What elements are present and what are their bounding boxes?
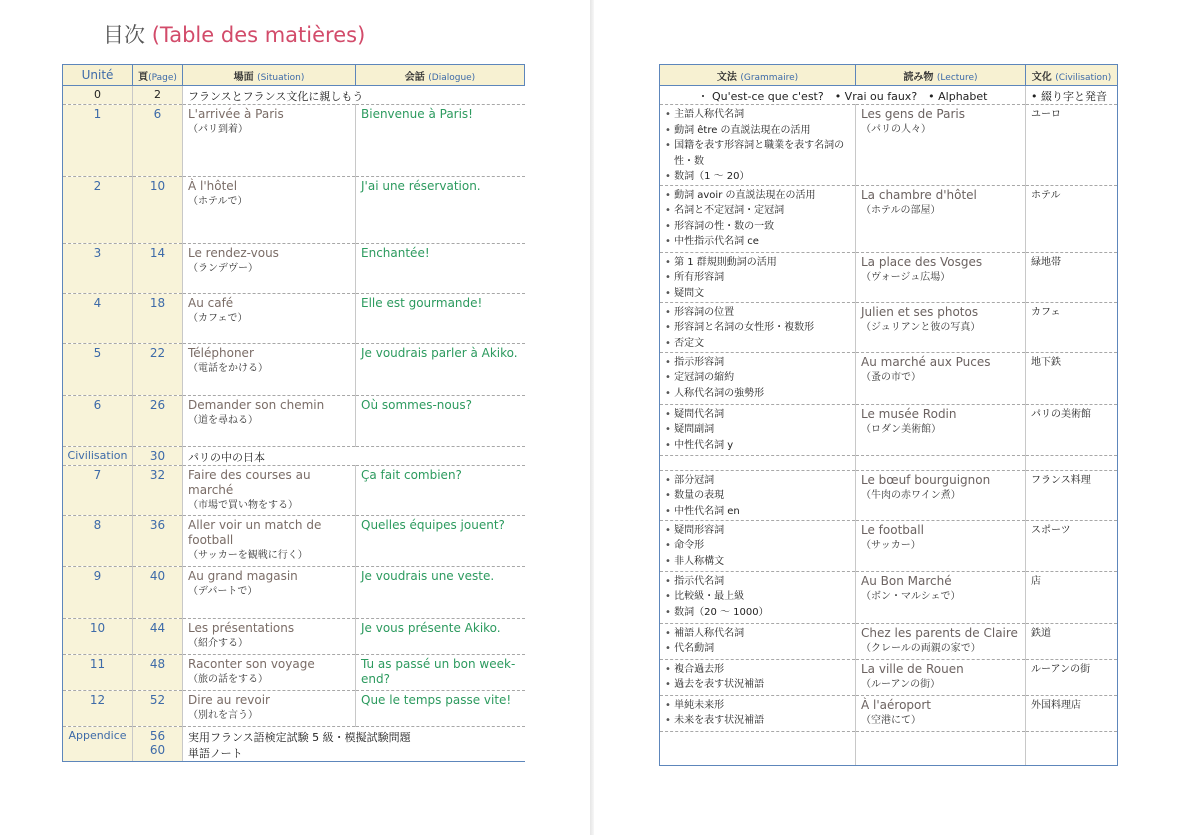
- grammar-item: • 複合過去形: [665, 662, 850, 678]
- lecture-cell: [856, 695, 1026, 731]
- civilisation-cell: ルーアンの街: [1026, 659, 1118, 695]
- lecture-ja: （ジュリアンと彼の写真）: [861, 321, 981, 333]
- situation-ja: （旅の話をする）: [188, 674, 268, 685]
- unit-cell: 6: [63, 396, 133, 447]
- dialogue-cell: J'ai une réservation.: [356, 177, 525, 244]
- situation-cell: [183, 466, 356, 516]
- grammar-cell: [660, 520, 856, 571]
- situation-cell: [183, 567, 356, 619]
- grammar-item: • 名詞と不定冠詞・定冠詞: [665, 203, 850, 219]
- header-page: 頁(Page): [133, 65, 183, 86]
- page-cell: 22: [133, 344, 183, 396]
- right-row-unit-6: [660, 404, 1118, 455]
- page-cell: 6: [133, 105, 183, 177]
- grammar-item: • 未来を表す状況補語: [665, 713, 850, 729]
- grammar-item: • 代名動詞: [665, 641, 850, 657]
- grammar-cell: [660, 623, 856, 659]
- appendice-text-1: 実用フランス語検定試験 5 級・模擬試験問題: [188, 731, 411, 744]
- situation-fr: Raconter son voyage: [188, 657, 315, 671]
- civilisation-cell: 鉄道: [1026, 623, 1118, 659]
- grammar-cell: [660, 470, 856, 520]
- civilisation-cell: ユーロ: [1026, 105, 1118, 186]
- lecture-ja: （牛肉の赤ワイン煮）: [861, 489, 961, 501]
- grammar-item: • 数詞（1 ～ 20）: [665, 169, 850, 185]
- right-row-unit-4: [660, 302, 1118, 352]
- situation-fr: Dire au revoir: [188, 693, 270, 707]
- situation-ja: （市場で買い物をする）: [188, 500, 298, 511]
- grammar-item: • 所有形容詞: [665, 270, 850, 286]
- situation-fr: Le rendez-vous: [188, 246, 279, 260]
- dialogue-cell: Je vous présente Akiko.: [356, 619, 525, 655]
- situation-cell: [183, 619, 356, 655]
- right-row-end: [660, 731, 1118, 765]
- grammar-item: • 数詞（20 ～ 1000）: [665, 605, 850, 621]
- lecture-cell: [856, 520, 1026, 571]
- blank-cell: [856, 455, 1026, 470]
- grammar-item: • 主語人称代名詞: [665, 107, 850, 123]
- lecture-fr: Au marché aux Puces: [861, 354, 991, 369]
- right-row-unit-8: [660, 520, 1118, 571]
- grammar-item: • 人称代名詞の強勢形: [665, 386, 850, 402]
- unit-cell: 3: [63, 244, 133, 294]
- page-60: 60: [149, 743, 166, 757]
- civilisation-cell: フランス料理: [1026, 470, 1118, 520]
- situation-cell: [183, 294, 356, 344]
- unit-cell: 8: [63, 516, 133, 567]
- grammar-item: • 第 1 群規則動詞の活用: [665, 255, 850, 271]
- situation-ja: （紹介する）: [188, 638, 248, 649]
- situation-cell: [183, 244, 356, 294]
- situation-ja: （別れを言う）: [188, 710, 258, 721]
- grammar-item: • 疑問文: [665, 286, 850, 302]
- lecture-cell: [856, 659, 1026, 695]
- left-row-unit-12: [63, 691, 525, 727]
- situation-cell: [183, 105, 356, 177]
- intro-grammar: ・ Qu'est-ce que c'est? • Vrai ou faux? • Alphabet: [660, 86, 1026, 105]
- situation-fr: Au grand magasin: [188, 569, 298, 583]
- situation-fr: Téléphoner: [188, 346, 254, 360]
- dialogue-cell: Je voudrais une veste.: [356, 567, 525, 619]
- grammar-item: • 中性指示代名詞 ce: [665, 234, 850, 250]
- civilisation-cell: 地下鉄: [1026, 352, 1118, 404]
- civilisation-cell: スポーツ: [1026, 520, 1118, 571]
- right-row-unit-11: [660, 659, 1118, 695]
- civilisation-cell: カフェ: [1026, 302, 1118, 352]
- header-situation: 場面 (Situation): [183, 65, 356, 86]
- grammar-item: • 否定文: [665, 336, 850, 352]
- left-contents-table: [62, 64, 525, 762]
- lecture-ja: （ロダン美術館）: [861, 423, 942, 435]
- lecture-fr: La chambre d'hôtel: [861, 187, 977, 202]
- header-grammar: 文法 (Grammaire): [660, 65, 856, 86]
- grammar-cell: [660, 695, 856, 731]
- situation-ja: （道を尋ねる）: [188, 415, 258, 426]
- grammar-cell: [660, 185, 856, 252]
- dialogue-cell: Que le temps passe vite!: [356, 691, 525, 727]
- unit-cell: 11: [63, 655, 133, 691]
- situation-cell: [183, 177, 356, 244]
- unit-cell: 5: [63, 344, 133, 396]
- right-row-blank: [660, 455, 1118, 470]
- title-ja: 目次: [103, 23, 145, 47]
- left-row-unit-9: [63, 567, 525, 619]
- unit-cell: 0: [63, 86, 133, 105]
- lecture-ja: （ヴォージュ広場）: [861, 271, 951, 283]
- right-row-unit-9: [660, 571, 1118, 623]
- lecture-cell: [856, 352, 1026, 404]
- grammar-item: • 命令形: [665, 538, 850, 554]
- left-row-unit-3: [63, 244, 525, 294]
- page-cell: 52: [133, 691, 183, 727]
- right-header-row: [660, 65, 1118, 86]
- left-page: [0, 0, 590, 835]
- grammar-item: • 疑問形容詞: [665, 523, 850, 539]
- left-row-unit-4: [63, 294, 525, 344]
- situation-fr: À l'hôtel: [188, 179, 238, 193]
- civilisation-cell: ホテル: [1026, 185, 1118, 252]
- situation-ja: （ホテルで）: [188, 196, 248, 207]
- right-row-unit-3: [660, 252, 1118, 302]
- dialogue-cell: Bienvenue à Paris!: [356, 105, 525, 177]
- page-cell: 18: [133, 294, 183, 344]
- lecture-cell: [856, 252, 1026, 302]
- page-cell: 10: [133, 177, 183, 244]
- header-civilisation: 文化 (Civilisation): [1026, 65, 1118, 86]
- page-cell: 40: [133, 567, 183, 619]
- left-header-row: [63, 65, 525, 86]
- right-row-unit-5: [660, 352, 1118, 404]
- grammar-cell: [660, 571, 856, 623]
- lecture-ja: （蚤の市で）: [861, 371, 921, 383]
- situation-fr: Faire des courses au marché: [188, 468, 311, 497]
- header-unite: Unité: [63, 65, 133, 86]
- unit-cell: 12: [63, 691, 133, 727]
- situation-cell: [183, 344, 356, 396]
- lecture-fr: À l'aéroport: [861, 697, 932, 712]
- right-page: [594, 0, 1181, 835]
- situation-fr: Les présentations: [188, 621, 295, 635]
- right-row-intro: [660, 86, 1118, 105]
- lecture-cell: [856, 105, 1026, 186]
- grammar-item: • 形容詞と名詞の女性形・複数形: [665, 320, 850, 336]
- page-cell: 26: [133, 396, 183, 447]
- lecture-cell: [856, 571, 1026, 623]
- right-row-unit-10: [660, 623, 1118, 659]
- header-dialogue: 会話 (Dialogue): [356, 65, 525, 86]
- unit-cell: Appendice: [63, 727, 133, 762]
- page-cell: 48: [133, 655, 183, 691]
- grammar-cell: [660, 404, 856, 455]
- situation-ja: （サッカーを観戦に行く）: [188, 550, 308, 561]
- grammar-cell: [660, 252, 856, 302]
- right-contents-table: [659, 64, 1118, 766]
- grammar-item: • 定冠詞の縮約: [665, 370, 850, 386]
- left-row-unit-6: [63, 396, 525, 447]
- situation-ja: （ランデヴー）: [188, 263, 258, 274]
- dialogue-cell: Je voudrais parler à Akiko.: [356, 344, 525, 396]
- situation-ja: （カフェで）: [188, 313, 248, 324]
- situation-cell: [183, 516, 356, 567]
- lecture-fr: Le musée Rodin: [861, 406, 957, 421]
- title-fr: (Table des matières): [151, 23, 366, 47]
- situation-cell: [183, 396, 356, 447]
- grammar-item: • 非人称構文: [665, 554, 850, 570]
- situation-fr: Demander son chemin: [188, 398, 325, 412]
- grammar-item: • 比較級・最上級: [665, 589, 850, 605]
- lecture-cell: [856, 623, 1026, 659]
- grammar-item: • 動詞 être の直説法現在の活用: [665, 123, 850, 139]
- unit-cell: 9: [63, 567, 133, 619]
- right-row-unit-12: [660, 695, 1118, 731]
- lecture-fr: Les gens de Paris: [861, 107, 965, 121]
- lecture-ja: （サッカー）: [861, 539, 921, 551]
- grammar-item: • 国籍を表す形容詞と職業を表す名詞の性・数: [665, 138, 850, 169]
- lecture-cell: [856, 404, 1026, 455]
- situation-ja: （デパートで）: [188, 586, 258, 597]
- left-row-civilisation: [63, 447, 525, 466]
- grammar-item: • 中性代名詞 en: [665, 504, 850, 520]
- page-cell: 14: [133, 244, 183, 294]
- unit-cell: 7: [63, 466, 133, 516]
- civilisation-cell: 外国料理店: [1026, 695, 1118, 731]
- lecture-fr: Le bœuf bourguignon: [861, 472, 991, 487]
- right-row-unit-1: [660, 105, 1118, 186]
- lecture-cell: [856, 302, 1026, 352]
- grammar-item: • 中性代名詞 y: [665, 438, 850, 454]
- left-row-unit-10: [63, 619, 525, 655]
- situation-ja: （パリ到着）: [188, 124, 248, 135]
- grammar-item: • 形容詞の性・数の一致: [665, 219, 850, 235]
- grammar-item: • 動詞 avoir の直説法現在の活用: [665, 188, 850, 204]
- blank-cell: [660, 455, 856, 470]
- right-row-unit-7: [660, 470, 1118, 520]
- unit-cell: 2: [63, 177, 133, 244]
- lecture-cell: [856, 470, 1026, 520]
- left-row-unit-8: [63, 516, 525, 567]
- intro-text: フランスとフランス文化に親しもう: [183, 86, 525, 105]
- right-row-unit-2: [660, 185, 1118, 252]
- lecture-ja: （空港にて）: [861, 714, 921, 726]
- dialogue-cell: Ça fait combien?: [356, 466, 525, 516]
- left-row-unit-1: [63, 105, 525, 177]
- grammar-item: • 形容詞の位置: [665, 305, 850, 321]
- unit-cell: Civilisation: [63, 447, 133, 466]
- lecture-ja: （ホテルの部屋）: [861, 204, 941, 216]
- grammar-item: • 補語人称代名詞: [665, 626, 850, 642]
- civilisation-cell: パリの美術館: [1026, 404, 1118, 455]
- lecture-fr: Chez les parents de Claire: [861, 625, 1018, 640]
- grammar-item: • 疑問代名詞: [665, 407, 850, 423]
- left-row-unit-5: [63, 344, 525, 396]
- lecture-ja: （ルーアンの街）: [861, 678, 941, 690]
- grammar-cell: [660, 352, 856, 404]
- lecture-ja: （ボン・マルシェで）: [861, 590, 961, 602]
- lecture-ja: （パリの人々）: [861, 124, 931, 135]
- lecture-fr: Le football: [861, 522, 924, 537]
- page-cell: 2: [133, 86, 183, 105]
- dialogue-cell: Enchantée!: [356, 244, 525, 294]
- unit-cell: 4: [63, 294, 133, 344]
- page-cell: 30: [133, 447, 183, 466]
- grammar-item: • 数量の表現: [665, 488, 850, 504]
- page-cell: [133, 727, 183, 762]
- situation-fr: Au café: [188, 296, 234, 310]
- lecture-fr: La place des Vosges: [861, 254, 983, 269]
- page-56: 56: [149, 729, 166, 743]
- unit-cell: 1: [63, 105, 133, 177]
- page-title: [103, 19, 365, 49]
- situation-cell: [183, 655, 356, 691]
- dialogue-cell: Elle est gourmande!: [356, 294, 525, 344]
- situation-fr: Aller voir un match de football: [188, 518, 322, 547]
- dialogue-cell: Tu as passé un bon week-end?: [356, 655, 525, 691]
- dialogue-cell: Quelles équipes jouent?: [356, 516, 525, 567]
- lecture-fr: Au Bon Marché: [861, 573, 952, 588]
- grammar-item: • 指示形容詞: [665, 355, 850, 371]
- left-row-unit-2: [63, 177, 525, 244]
- civilisation-text: パリの中の日本: [183, 447, 525, 466]
- lecture-ja: （クレールの両親の家で）: [861, 642, 981, 654]
- lecture-fr: La ville de Rouen: [861, 661, 964, 676]
- grammar-cell: [660, 659, 856, 695]
- left-row-unit-11: [63, 655, 525, 691]
- grammar-item: • 単純未来形: [665, 698, 850, 714]
- left-row-intro: [63, 86, 525, 105]
- blank-cell: [856, 731, 1026, 765]
- blank-cell: [1026, 455, 1118, 470]
- situation-cell: [183, 691, 356, 727]
- unit-cell: 10: [63, 619, 133, 655]
- appendice-text-2: 単語ノート: [188, 747, 243, 760]
- left-row-appendice: [63, 727, 525, 762]
- grammar-item: • 部分冠詞: [665, 473, 850, 489]
- appendice-text: [183, 727, 525, 762]
- situation-ja: （電話をかける）: [188, 363, 268, 374]
- civilisation-cell: 店: [1026, 571, 1118, 623]
- lecture-fr: Julien et ses photos: [861, 304, 979, 319]
- civilisation-cell: 緑地帯: [1026, 252, 1118, 302]
- lecture-cell: [856, 185, 1026, 252]
- header-lecture: 読み物 (Lecture): [856, 65, 1026, 86]
- intro-civ: • 綴り字と発音: [1026, 86, 1118, 105]
- grammar-item: • 指示代名詞: [665, 574, 850, 590]
- grammar-cell: [660, 302, 856, 352]
- page-cell: 36: [133, 516, 183, 567]
- grammar-item: • 疑問副詞: [665, 422, 850, 438]
- dialogue-cell: Où sommes-nous?: [356, 396, 525, 447]
- grammar-cell: [660, 105, 856, 186]
- situation-fr: L'arrivée à Paris: [188, 107, 284, 121]
- left-row-unit-7: [63, 466, 525, 516]
- page-cell: 32: [133, 466, 183, 516]
- blank-cell: [660, 731, 856, 765]
- blank-cell: [1026, 731, 1118, 765]
- grammar-item: • 過去を表す状況補語: [665, 677, 850, 693]
- page-cell: 44: [133, 619, 183, 655]
